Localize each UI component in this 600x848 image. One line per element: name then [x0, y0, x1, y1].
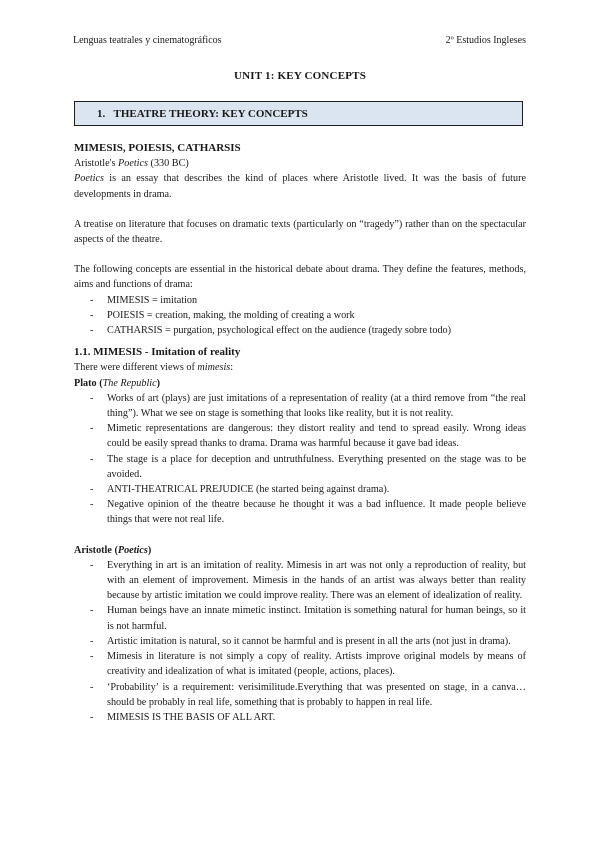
section-label: THEATRE THEORY: KEY CONCEPTS	[113, 108, 308, 120]
list-item: - CATHARSIS = purgation, psychological effect on the audience (tragedy sobre todo)	[74, 323, 526, 338]
spacer	[74, 202, 526, 217]
aristotle-heading	[74, 543, 526, 558]
list-item: - Artistic imitation is natural, so it cannot be harmful and is present in all the arts (not just in drama).	[74, 634, 526, 649]
subsection-intro-prefix: There were different views of	[74, 362, 198, 374]
list-item: - Negative opinion of the theatre because he thought it was a bad influence. It made people believe things that were not real life.	[74, 497, 526, 527]
plato-close-paren: )	[156, 377, 161, 389]
plato-points-list	[74, 391, 526, 528]
list-item: - ‘Probability’ is a requirement: verisimilitude.Everything that was presented on stage, in a canva… should be probably in real life, something that is probably to happen in real life.	[74, 680, 526, 710]
source-suffix: (330 BC)	[148, 158, 189, 170]
list-item: - POIESIS = creation, making, the molding of creating a work	[74, 308, 526, 323]
paragraph-concepts-intro: The following concepts are essential in the historical debate about drama. They define the features, methods, aims and functions of drama:	[74, 264, 526, 291]
list-item: - The stage is a place for deception and untruthfulness. Everything presented on the stage was to be avoided.	[74, 452, 526, 482]
source-line	[74, 156, 526, 171]
subsection-intro	[74, 360, 526, 375]
paragraph-poetics	[74, 171, 526, 201]
plato-name: Plato	[74, 377, 97, 389]
list-item: - Works of art (plays) are just imitations of a representation of reality (at a third remove from “the real thing”). What we see on stage is something that looks like reality, but it is not reality.	[74, 391, 526, 421]
subsection-intro-suffix: :	[230, 362, 234, 374]
page-title: UNIT 1: KEY CONCEPTS	[233, 70, 367, 82]
list-item: - Human beings have an innate mimetic instinct. Imitation is something natural for human beings, so it is not harmful.	[74, 603, 526, 633]
aristotle-work: Poetics	[117, 544, 148, 556]
list-item: - Mimetic representations are dangerous: they distort reality and tend to spread easily. Wrong ideas could be easily spread thanks to drama. Drama was harmful because it gave bad ideas.	[74, 421, 526, 451]
list-item: - MIMESIS = imitation	[74, 293, 526, 308]
mimesis-heading: MIMESIS, POIESIS, CATHARSIS	[74, 142, 241, 154]
header-degree-name: 2º Estudios Ingleses	[445, 35, 526, 46]
subsection-intro-term: mimesis	[197, 362, 231, 374]
aristotle-name: Aristotle	[74, 544, 112, 556]
section-heading-box	[74, 101, 523, 126]
aristotle-points-list	[74, 558, 526, 725]
paragraph-poetics-text: is an essay that describes the kind of places where Aristotle lived. It was the basis of future developments in drama.	[74, 173, 526, 200]
concepts-list	[74, 293, 526, 339]
paragraph-poetics-work: Poetics	[74, 173, 104, 185]
list-item: - Everything in art is an imitation of reality. Mimesis in art was not only a reproduction of reality, but with an element of improvement. Mimesis in the hands of an artist was always better than reality because by artistic imitation we could improve reality. There was an element of idealization of reality.	[74, 558, 526, 604]
list-item: - MIMESIS IS THE BASIS OF ALL ART.	[74, 710, 526, 725]
section-number: 1.	[97, 108, 106, 120]
header-course-name: Lenguas teatrales y cinematográficos	[73, 35, 222, 46]
paragraph-treatise: A treatise on literature that focuses on dramatic texts (particularly on “tragedy”) rather than on the spectacular aspects of the theatre.	[74, 218, 526, 246]
plato-work: The Republic	[102, 377, 157, 389]
document-body	[74, 141, 526, 725]
source-work: Poetics	[118, 158, 148, 170]
source-prefix: Aristotle's	[74, 158, 118, 170]
plato-heading	[74, 376, 526, 391]
spacer	[74, 247, 526, 262]
list-item: - ANTI-THEATRICAL PREJUDICE (he started being against drama).	[74, 482, 526, 497]
aristotle-close-paren: )	[147, 544, 152, 556]
plato-open-paren: (	[96, 377, 103, 389]
spacer	[74, 528, 526, 543]
list-item: - Mimesis in literature is not simply a copy of reality. Artists improve original models by means of creativity and idealization of what is imitated (people, actions, places).	[74, 649, 526, 679]
subsection-heading: 1.1. MIMESIS - Imitation of reality	[74, 346, 241, 359]
aristotle-open-paren: (	[111, 544, 118, 556]
